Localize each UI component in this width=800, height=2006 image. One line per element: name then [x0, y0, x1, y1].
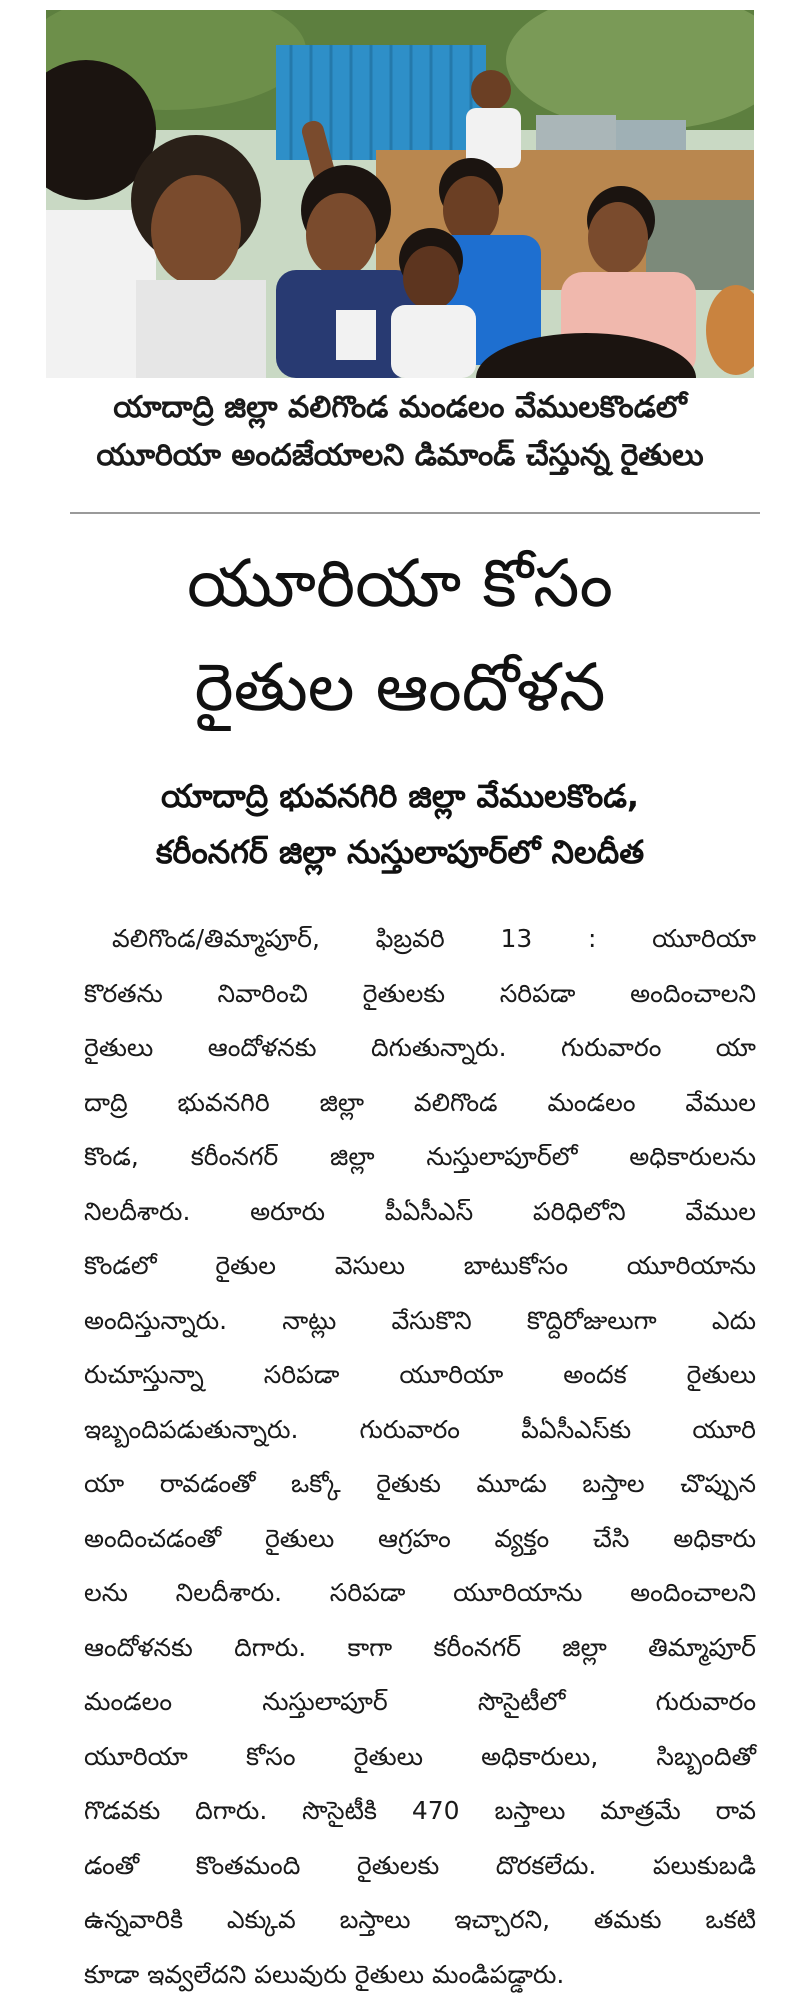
- headline-line: యూరియా కోసం: [187, 545, 613, 622]
- caption-line: యాదాద్రి జిల్లా వలిగొండ మండలం వేములకొండలో: [113, 390, 687, 425]
- body-line: ఉన్నవారికి ఎక్కువ బస్తాలు ఇచ్చారని, తమకు ఒకటి: [84, 1905, 756, 1934]
- body-line: అందించడంతో రైతులు ఆగ్రహం వ్యక్తం చేసి అధికారు: [84, 1523, 756, 1553]
- photo-person-2-body: [136, 280, 266, 378]
- body-line: రైతులు ఆందోళనకు దిగుతున్నారు. గురువారం యా: [84, 1033, 756, 1062]
- body-line: దాద్రి భువనగిరి జిల్లా వలిగొండ మండలం వేముల: [84, 1087, 756, 1117]
- body-line: మండలం నుస్తులాపూర్ సొసైటీలో గురువారం: [84, 1687, 756, 1716]
- body-line: ఆందోళనకు దిగారు. కాగా కరీంనగర్ జిల్లా తిమ్మాపూర్: [84, 1632, 756, 1662]
- photo-crowd-illustration: [46, 10, 754, 378]
- subheadline-line: కరీంనగర్ జిల్లా నుస్తులాపూర్‌లో నిలదీత: [155, 833, 645, 871]
- body-line: యూరియా కోసం రైతులు అధికారులు, సిబ్బందితో: [84, 1741, 756, 1771]
- body-line: కొండలో రైతుల వెసులు బాటుకోసం యూరియాను: [84, 1251, 756, 1280]
- photo-person-center-face: [306, 193, 376, 277]
- caption-line: యూరియా అందజేయాలని డిమాండ్ చేస్తున్న రైతులు: [96, 438, 704, 473]
- body-line: డంతో కొంతమంది రైతులకు దొరకలేదు. పలుకుబడి: [84, 1850, 756, 1880]
- divider: [70, 512, 760, 514]
- news-photo: [46, 10, 754, 378]
- headline-line: రైతుల ఆందోళన: [194, 649, 606, 726]
- article-body: [84, 912, 756, 2002]
- subheadline-line: యాదాద్రి భువనగిరి జిల్లా వేములకొండ,: [160, 777, 640, 815]
- body-line: యా రావడంతో ఒక్కో రైతుకు మూడు బస్తాల చొప్పున: [84, 1469, 756, 1498]
- headline: [40, 532, 760, 740]
- body-line: లను నిలదీశారు. సరిపడా యూరియాను అందించాలని: [84, 1578, 756, 1607]
- photo-person-standing-head: [471, 70, 511, 110]
- body-line: నిలదీశారు. అరూరు పీఏసీఎస్ పరిధిలోని వేముల: [84, 1196, 756, 1226]
- photo-id-card: [336, 310, 376, 360]
- body-line: కొండ, కరీంనగర్ జిల్లా నుస్తులాపూర్‌లో అధికారులను: [84, 1142, 756, 1171]
- photo-caption: [40, 384, 760, 480]
- body-line: రుచూస్తున్నా సరిపడా యూరియా అందక రైతులు: [84, 1360, 756, 1389]
- subheadline: [40, 768, 760, 880]
- body-line: కొరతను నివారించి రైతులకు సరిపడా అందించాలని: [84, 978, 756, 1008]
- photo-person-white-body: [391, 305, 476, 378]
- body-line: కూడా ఇవ్వలేదని పలువురు రైతులు మండిపడ్డారు.: [84, 1959, 565, 1989]
- body-line: గొడవకు దిగారు. సొసైటీకి 470 బస్తాలు మాత్రమే రావ: [84, 1796, 756, 1825]
- photo-person-blue-face: [443, 176, 499, 244]
- body-line: వలిగొండ/తిమ్మాపూర్, ఫిబ్రవరి 13 : యూరియా: [112, 924, 756, 953]
- photo-person-pink-face: [588, 202, 648, 274]
- body-line: అందిస్తున్నారు. నాట్లు వేసుకొని కొద్దిరోజులుగా ఎదు: [84, 1305, 756, 1335]
- body-line: ఇబ్బందిపడుతున్నారు. గురువారం పీఏసీఎస్‌కు యూరి: [84, 1414, 756, 1444]
